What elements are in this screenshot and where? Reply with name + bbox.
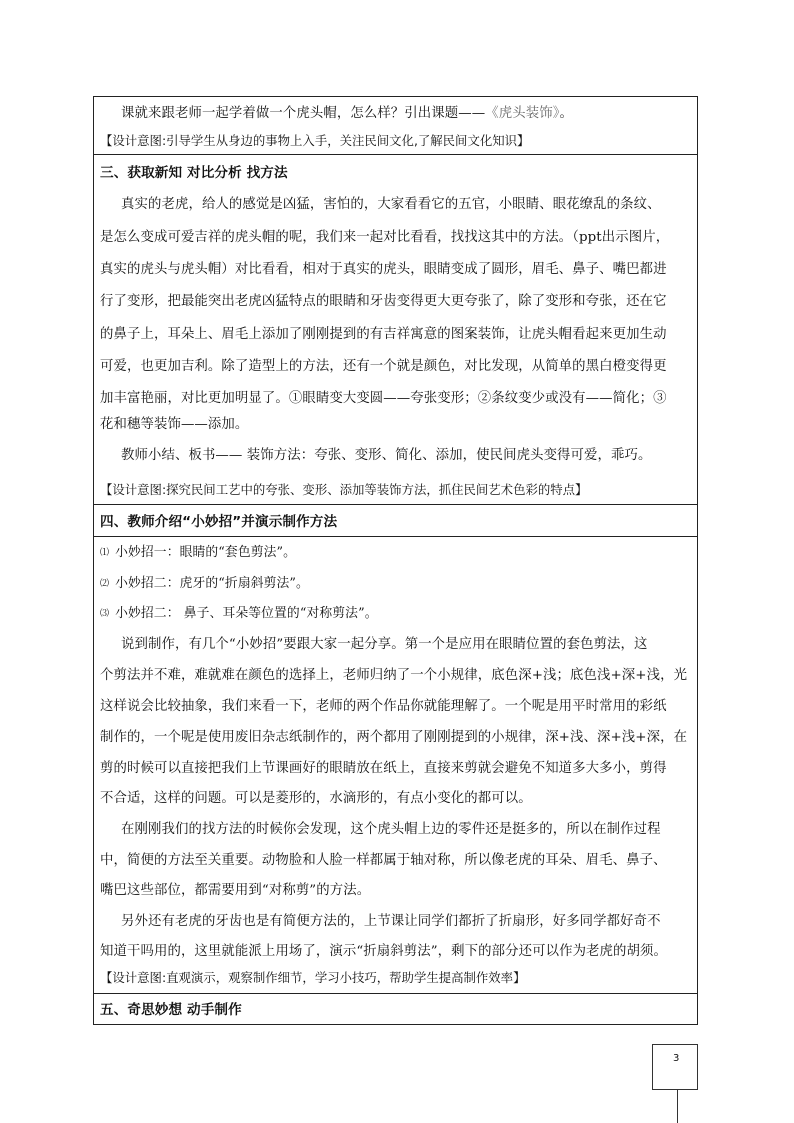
paragraph-line: 是怎么变成可爱吉祥的虎头帽的呢，我们来一起对比看看，找找这其中的方法。（ppt出示图片， <box>100 230 670 245</box>
section-heading-5: 五、奇思妙想 动手制作 <box>100 1002 242 1018</box>
paragraph-line: 真实的虎头与虎头帽）对比看看，相对于真实的虎头，眼睛变成了圆形，眉毛、鼻子、嘴巴都进 <box>100 262 667 277</box>
paragraph-line: 这样说会比较抽象，我们来看一下，老师的两个作品你就能理解了。一个呢是用平时常用的彩纸 <box>100 699 667 714</box>
paragraph-line: 另外还有老虎的牙齿也是有简便方法的，上节课让同学们都折了折扇形，好多同学都好奇不 <box>121 914 661 929</box>
paragraph-line: 行了变形，把最能突出老虎凶猛特点的眼睛和牙齿变得更大更夸张了，除了变形和夸张，还在它 <box>100 294 667 309</box>
tip-item-2: ⑵ 小妙招二：虎牙的“折扇斜剪法”。 <box>100 576 309 591</box>
row-divider <box>93 993 698 994</box>
tip-item-1: ⑴ 小妙招一：眼睛的“套色剪法”。 <box>100 545 297 560</box>
paragraph-line: 不合适，这样的问题。可以是菱形的，水滴形的，有点小变化的都可以。 <box>100 791 532 806</box>
paragraph-line: 说到制作，有几个“小妙招”要跟大家一起分享。第一个是应用在眼睛位置的套色剪法，这 <box>121 637 648 652</box>
paragraph-line: 剪的时候可以直接把我们上节课画好的眼睛放在纸上，直接来剪就会避免不知道多大多小，剪得 <box>100 761 667 776</box>
section-heading-3: 三、获取新知 对比分析 找方法 <box>100 165 288 181</box>
paragraph-line: 可爱，也更加吉利。除了造型上的方法，还有一个就是颜色，对比发现，从简单的黑白橙变得更 <box>100 359 667 374</box>
paragraph-line: 花和穗等装饰——添加。 <box>100 417 249 432</box>
paragraph-line: 知道干吗用的，这里就能派上用场了，演示“折扇斜剪法”，剩下的部分还可以作为老虎的胡须。 <box>100 944 668 959</box>
paragraph-line: 真实的老虎，给人的感觉是凶猛，害怕的，大家看看它的五官，小眼睛、眼花缭乱的条纹、 <box>121 197 661 212</box>
intro-line: 课就来跟老师一起学着做一个虎头帽，怎么样？引出课题——《虎头装饰》。 <box>121 106 573 121</box>
page-number: 3 <box>673 1053 680 1064</box>
row-divider <box>93 154 698 155</box>
page-box-tail <box>677 1090 678 1123</box>
paragraph-line: 中，简便的方法至关重要。动物脸和人脸一样都属于轴对称，所以像老虎的耳朵、眉毛、鼻子、 <box>100 853 667 868</box>
row-divider <box>93 504 698 505</box>
page-number-box <box>652 1044 698 1090</box>
paragraph-line: 制作的，一个呢是使用废旧杂志纸制作的，两个都用了刚刚提到的小规律，深+浅、深+浅+深，在 <box>100 730 688 745</box>
paragraph-line: 加丰富艳丽，对比更加明显了。①眼睛变大变圆——夸张变形；②条纹变少或没有——简化；③ <box>100 391 667 406</box>
section-heading-4: 四、教师介绍“小妙招”并演示制作方法 <box>100 514 338 530</box>
paragraph-line: 在刚刚我们的找方法的时候你会发现，这个虎头帽上边的零件还是挺多的，所以在制作过程 <box>121 822 661 837</box>
design-intent-3: 【设计意图:直观演示，观察制作细节，学习小技巧，帮助学生提高制作效率】 <box>100 970 526 985</box>
paragraph-line: 的鼻子上，耳朵上、眉毛上添加了刚刚提到的有吉祥寓意的图案装饰，让虎头帽看起来更加生动 <box>100 327 667 342</box>
tip-item-3: ⑶ 小妙招二： 鼻子、耳朵等位置的“对称剪法”。 <box>100 606 378 621</box>
row-divider <box>93 536 698 537</box>
design-intent-1: 【设计意图:引导学生从身边的事物上入手，关注民间文化,了解民间文化知识】 <box>100 133 530 148</box>
lesson-title: 《虎头装饰》 <box>485 106 560 121</box>
paragraph-line: 个剪法并不难，难就难在颜色的选择上，老师归纳了一个小规律，底色深+浅；底色浅+深+浅，光 <box>100 668 688 683</box>
design-intent-2: 【设计意图:探究民间工艺中的夸张、变形、添加等装饰方法，抓住民间艺术色彩的特点】 <box>100 482 588 497</box>
paragraph-line: 嘴巴这些部位，都需要用到“对称剪”的方法。 <box>100 883 371 898</box>
teacher-summary: 教师小结、板书—— 装饰方法：夸张、变形、简化、添加，使民间虎头变得可爱，乖巧。 <box>121 448 652 463</box>
